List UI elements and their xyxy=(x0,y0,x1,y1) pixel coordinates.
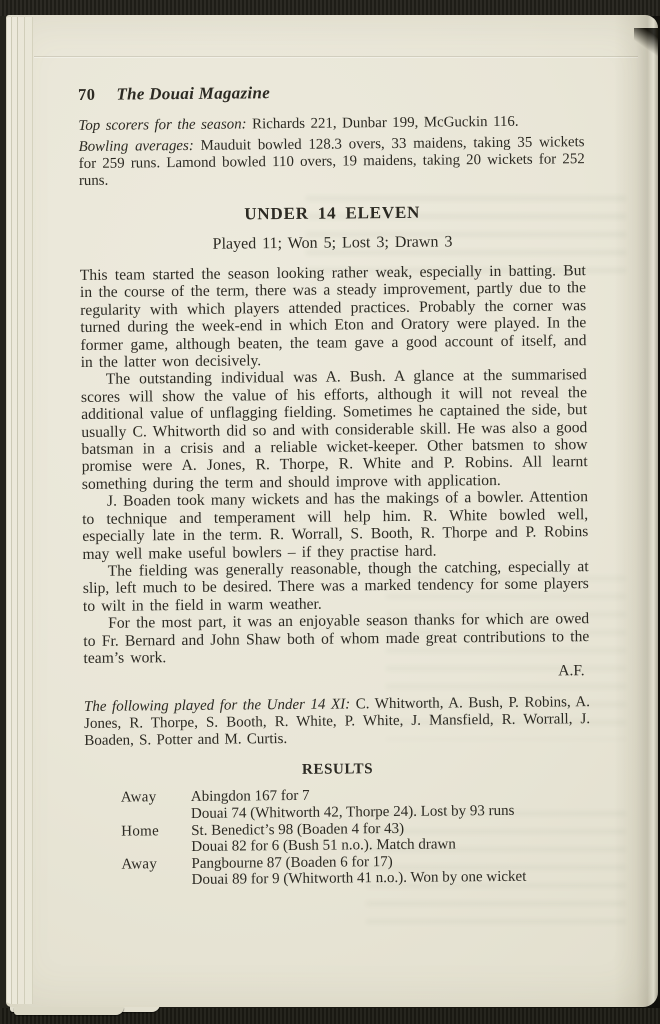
season-record: Played 11; Won 5; Lost 3; Drawn 3 xyxy=(212,233,453,253)
result-line: Douai 82 for 6 (Bush 51 n.o.). Match drawn xyxy=(191,836,456,856)
venue-label: Home xyxy=(121,822,160,840)
players-note-names: C. Whitworth, A. Bush, P. Robins, A. Jones, R. Thorpe, S. Booth, R. White, P. White, J. Mansfield, R. Worrall, J. Boaden, S. Potter and M. Curtis. xyxy=(84,693,591,750)
gutter-corner-shadow xyxy=(634,28,658,64)
players-note xyxy=(84,694,590,750)
result-lines xyxy=(191,819,591,856)
result-lines xyxy=(191,852,591,889)
result-line: St. Benedict’s 98 (Boaden 4 for 43) xyxy=(191,820,405,839)
book-binding-top xyxy=(0,0,660,16)
report-paragraph: J. Boaden took many wickets and has the makings of a bowler. Attention to technique and temperament will help him. R. White bowled well, especially late in the term. R. Worrall, S. Booth, R. Thorpe and P. Robins may well make useful bowlers – if they practise hard. xyxy=(82,488,589,563)
bowling-averages-text: Mauduit bowled 128.3 overs, 33 maidens, taking 35 wickets for 259 runs. Lamond bowled 110 overs, 19 maidens, taking 20 wickets for 252 runs. xyxy=(78,134,585,189)
report-paragraph: This team started the season looking rather weak, especially in batting. But in the course of the term, there was a steady improvement, partly due to the regularity with which players attended practices. Probably the corner was turned during the week-end in which Eton and Oratory were played. In the former game, although beaten, the team gave a good account of itself, and in the latter won decisively. xyxy=(79,262,587,372)
page-number: 70 xyxy=(78,84,96,104)
result-row xyxy=(121,852,591,890)
bowling-averages-label: Bowling averages: xyxy=(78,137,194,155)
result-line: Douai 89 for 9 (Whitworth 41 n.o.). Won by one wicket xyxy=(191,869,527,889)
match-report xyxy=(80,262,590,685)
bowling-averages-line xyxy=(79,134,585,190)
underlying-page-edge xyxy=(14,1007,124,1015)
result-row xyxy=(121,819,591,857)
top-scorers-text: Richards 221, Dunbar 199, McGuckin 116. xyxy=(246,113,519,133)
result-line: Abingdon 167 for 7 xyxy=(190,788,310,806)
result-line: Pangbourne 87 (Boaden 6 for 17) xyxy=(191,853,393,872)
magazine-title: The Douai Magazine xyxy=(116,83,271,104)
author-initials: A.F. xyxy=(558,662,585,680)
section-heading: UNDER 14 ELEVEN xyxy=(244,202,421,224)
top-scorers-line xyxy=(78,113,584,135)
result-row xyxy=(121,785,591,823)
players-note-label: The following played for the Under 14 XI: xyxy=(83,696,351,715)
results-heading: RESULTS xyxy=(301,761,374,779)
report-paragraph: The fielding was generally reasonable, though the catching, especially at slip, left much to be desired. There was a marked tendency for some players to wilt in the field in warm weather. xyxy=(82,558,589,615)
results-table xyxy=(121,785,592,889)
venue-label: Away xyxy=(121,856,158,873)
result-lines xyxy=(191,785,591,822)
venue-label: Away xyxy=(120,789,157,806)
page-impression-line xyxy=(34,56,638,57)
page-content xyxy=(78,80,592,890)
season-summary xyxy=(78,113,585,190)
running-head xyxy=(78,80,584,105)
top-scorers-label: Top scorers for the season: xyxy=(78,116,247,134)
report-paragraph: The outstanding individual was A. Bush. A glance at the summarised scores will show the value of his efforts, although it will not reveal the additional value of unflagging fielding. Sometimes he captained the side, but usually C. Whitworth did so and with considerable skill. He was also a good batsman in a crisis and a reliable wicket-keeper. Other batsmen to show promise were A. Jones, R. Thorpe, R. White and P. Robins. All learnt something during the term and should improve with application. xyxy=(80,366,588,493)
report-paragraph: For the most part, it was an enjoyable season thanks for which are owed to Fr. Bernard and John Shaw both of whom made great contributions to the team’s work. xyxy=(83,610,590,667)
scanned-magazine-page xyxy=(6,15,658,1007)
result-line: Douai 74 (Whitworth 42, Thorpe 24). Lost by 93 runs xyxy=(190,802,515,822)
fanned-page-edges xyxy=(6,17,44,1004)
